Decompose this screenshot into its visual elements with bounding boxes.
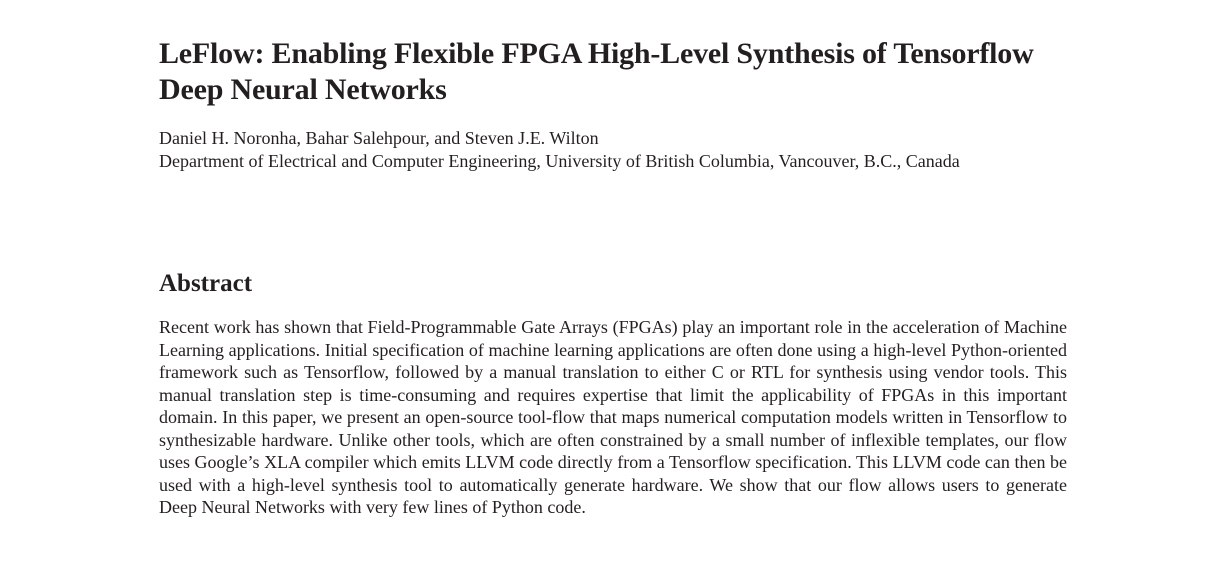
paper-content [159,36,1067,519]
author-affiliation: Department of Electrical and Computer Engineering, University of British Columbia, Vancouver, B.C., Canada [159,151,960,171]
author-list: Daniel H. Noronha, Bahar Salehpour, and Steven J.E. Wilton [159,128,599,148]
paper-title: LeFlow: Enabling Flexible FPGA High-Level Synthesis of Tensorflow Deep Neural Networks [159,37,1034,106]
abstract-body: Recent work has shown that Field-Programmable Gate Arrays (FPGAs) play an important role in the acceleration of Machine Learning applications. Initial specification of machine learning applications are often done using a high-level Python-oriented framework such as Tensorflow, followed by a manual translation to either C or RTL for synthesis using vendor tools. This manual translation step is time-consuming and requires expertise that limit the applicability of FPGAs in this important domain. In this paper, we present an open-source tool-flow that maps numerical computation models written in Tensorflow to synthesizable hardware. Unlike other tools, which are often constrained by a small number of inflexible templates, our flow uses Google’s XLA compiler which emits LLVM code directly from a Tensorflow specification. This LLVM code can then be used with a high-level synthesis tool to automatically generate hardware. We show that our flow allows users to generate Deep Neural Networks with very few lines of Python code. [159,317,1067,517]
abstract-heading: Abstract [159,270,253,297]
